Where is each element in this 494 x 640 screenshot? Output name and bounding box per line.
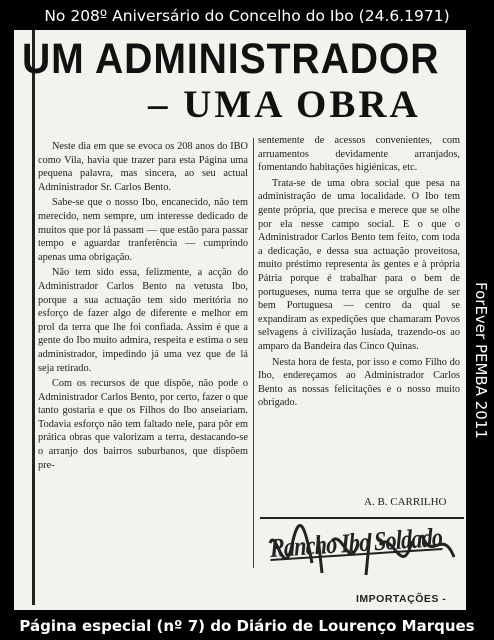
paragraph: Com os recursos de que dispõe, não pode o Administrador Carlos Bento, por certo, fazer o que tanto gostaria e que os Filhos do Ibo anseiariam. Todavia esforço não tem faltado nele, para pôr em prática obras que valorizam a terra, destacando-se o arranjo dos bairros suburbanos, que dispõem pre- xyxy=(38,378,248,471)
advertisement xyxy=(260,517,464,610)
author-signature: A. B. CARRILHO xyxy=(364,496,447,508)
paragraph: Neste dia em que se evoca os 208 anos do IBO como Vila, havia que trazer para esta Página uma pequena palavra, mas sincera, ao seu actual Administrador Sr. Carlos Bento. xyxy=(38,141,248,193)
headline-line-1: UM ADMINISTRADOR xyxy=(22,35,440,83)
paragraph: Sabe-se que o nosso Ibo, encanecido, não tem merecido, nem sempre, um interesse dedicado de muitos que por lá passam — que estão para passar tempo e aguardar tranferência — cumprindo apenas uma obrigação. xyxy=(38,197,248,263)
advert-footer: IMPORTAÇÕES - xyxy=(356,593,447,605)
paragraph: Trata-se de uma obra social que pesa na administração de uma localidade. O Ibo tem gente própria, que precisa e merece que se olhe por ela nesse campo social. E o que o Administrador Carlos Bento tem feito, com toda a dedicação, e dessa sua actuação proveitosa, muito préstimo representa às gentes e à própria Pátria porque é trabalhar para o bem de portugueses, numa terra que se orgulhe de ser bem Portuguesa — centro da qual se expandiram as expedições que chamaram Povos selvagens à civilização lusíada, trazendo-os ao amparo da Bandeira das Cinco Quinas. xyxy=(258,177,460,352)
article-left-column xyxy=(38,140,248,474)
top-caption: No 208º Aniversário do Concelho do Ibo (24.6.1971) xyxy=(44,7,450,25)
bottom-caption: Página especial (nº 7) do Diário de Lourenço Marques xyxy=(19,617,475,635)
column-rule xyxy=(32,30,35,605)
advert-brand: Rancho Ibo Soldado xyxy=(269,522,443,563)
newspaper-clipping xyxy=(14,30,466,610)
article-right-column xyxy=(258,134,460,412)
paragraph: Não tem sido essa, felizmente, a acção do Administrador Carlos Bento na vetusta Ibo, porque a sua actuação tem sido meritória no esforço de fazer algo de diferente e melhor em prol da terra que lhe foi confiada. Assim é que a gente do Ibo muito admira, respeita e estima o seu administrador, impedindo já uma vez que de lá seja retirado. xyxy=(38,267,248,374)
side-caption: ForEver PEMBA 2011 xyxy=(472,281,490,439)
headline-line-2: – UMA OBRA xyxy=(148,83,421,126)
paragraph: sentemente de acessos convenientes, com arruamentos devidamente arranjados, fomentando habitações higiénicas, etc. xyxy=(258,135,460,174)
paragraph: Nesta hora de festa, por isso e como Filho do Ibo, endereçamos ao Administrador Carlos Bento as nossas felicitações e o nosso muito obrigado. xyxy=(258,356,460,409)
column-divider xyxy=(253,138,254,568)
